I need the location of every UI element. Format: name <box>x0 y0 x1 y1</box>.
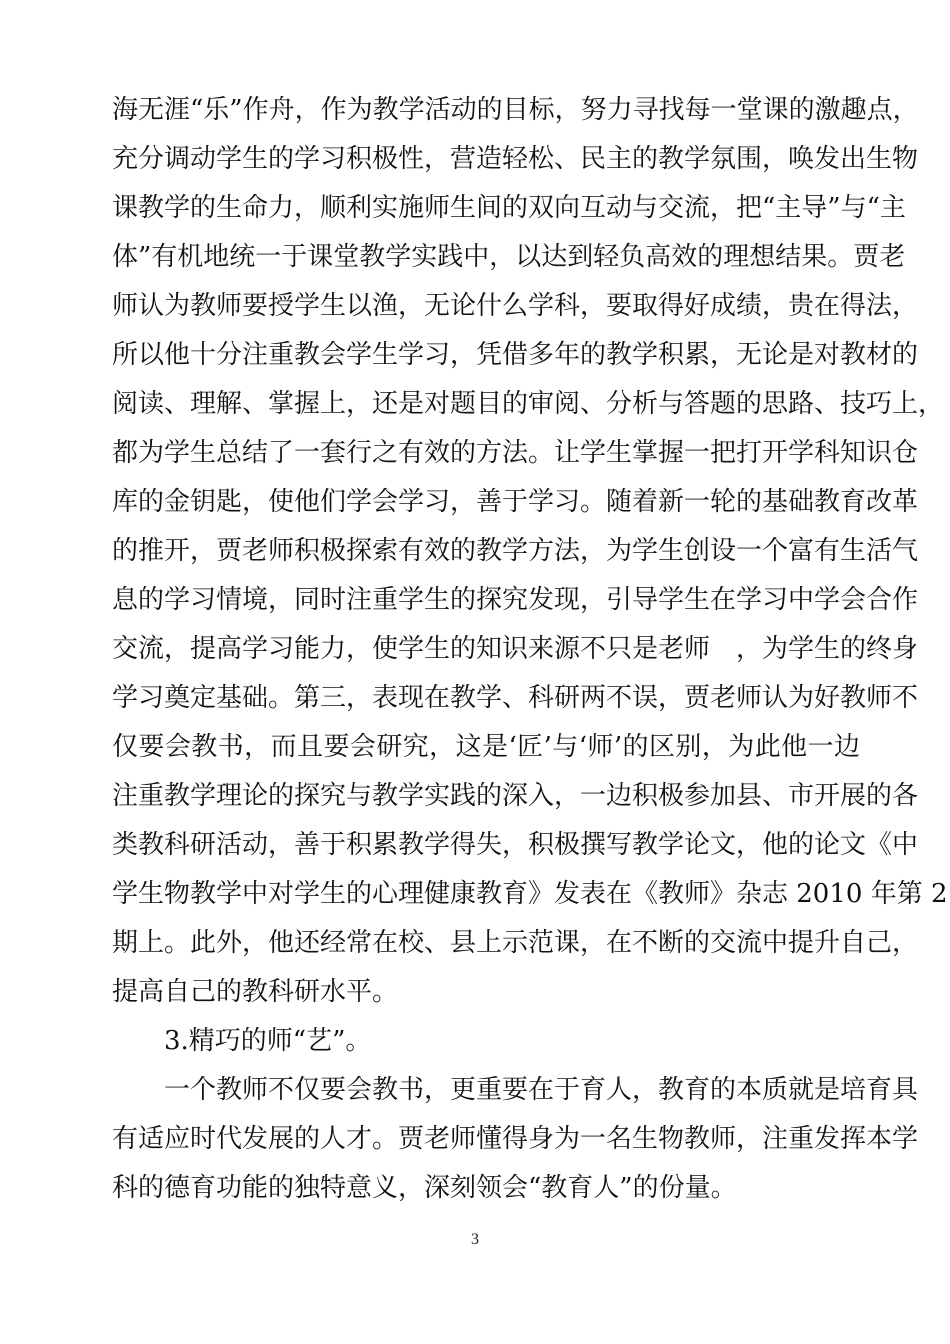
text-line: 阅读、理解、掌握上，还是对题目的审阅、分析与答题的思路、技巧上， <box>112 389 945 419</box>
text-line: 学生物教学中对学生的心理健康教育》发表在《教师》杂志 2010 年第 2 <box>112 879 948 909</box>
page-number: 3 <box>471 1231 479 1248</box>
text-line: 学习奠定基础。第三，表现在教学、科研两不误，贾老师认为好教师不 <box>112 683 919 713</box>
text-line: 都为学生总结了一套行之有效的方法。让学生掌握一把打开学科知识仓 <box>112 438 919 468</box>
text-line: 体”有机地统一于课堂教学实践中，以达到轻负高效的理想结果。贾老 <box>112 242 906 272</box>
text-line: 海无涯“乐”作舟，作为教学活动的目标，努力寻找每一堂课的激趣点， <box>112 95 919 125</box>
text-line: 的推开，贾老师积极探索有效的教学方法，为学生创设一个富有生活气 <box>112 536 919 566</box>
text-line: 充分调动学生的学习积极性，营造轻松、民主的教学氛围，唤发出生物 <box>112 144 919 174</box>
text-line: 仅要会教书，而且要会研究，这是‘匠’与‘师’的区别，为此他一边 <box>112 732 860 762</box>
text-line: 注重教学理论的探究与教学实践的深入，一边积极参加县、市开展的各 <box>112 781 919 811</box>
section-heading: 3.精巧的师“艺”。 <box>164 1026 372 1056</box>
paragraph-last-line: 提高自己的教科研水平。 <box>112 977 399 1007</box>
text-line: 所以他十分注重教会学生学习，凭借多年的教学积累，无论是对教材的 <box>112 340 919 370</box>
paragraph-last-line: 科的德育功能的独特意义，深刻领会“教育人”的份量。 <box>112 1173 737 1203</box>
text-line: 类教科研活动，善于积累教学得失，积极撰写教学论文，他的论文《中 <box>112 830 919 860</box>
text-line: 课教学的生命力，顺利实施师生间的双向互动与交流，把“主导”与“主 <box>112 193 906 223</box>
paragraph-first-line: 一个教师不仅要会教书，更重要在于育人，教育的本质就是培育具 <box>164 1075 919 1105</box>
text-line: 有适应时代发展的人才。贾老师懂得身为一名生物教师，注重发挥本学 <box>112 1124 919 1154</box>
text-line: 期上。此外，他还经常在校、县上示范课，在不断的交流中提升自己， <box>112 928 919 958</box>
text-line: 交流，提高学习能力，使学生的知识来源不只是老师 ，为学生的终身 <box>112 634 919 664</box>
text-line: 库的金钥匙，使他们学会学习，善于学习。随着新一轮的基础教育改革 <box>112 487 919 517</box>
text-line: 师认为教师要授学生以渔，无论什么学科，要取得好成绩，贵在得法， <box>112 291 919 321</box>
text-line: 息的学习情境，同时注重学生的探究发现，引导学生在学习中学会合作 <box>112 585 919 615</box>
